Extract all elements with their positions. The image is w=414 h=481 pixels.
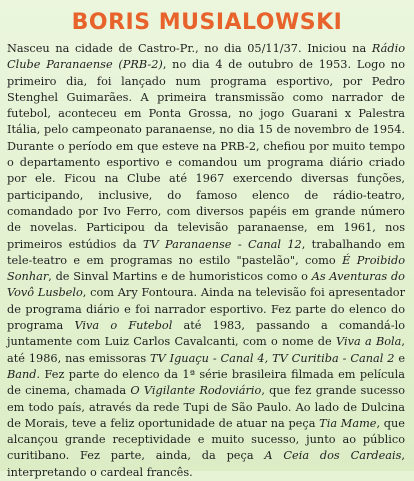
article-body [7,41,405,481]
article-italic-text: Band [7,367,37,381]
article-text: , que alcançou grande receptividade e muito sucesso, junto ao público curitibano. Fez parte, ainda, da peça [7,416,405,463]
article-text: e [394,351,406,365]
article-italic-text: TV Iguaçu - Canal 4, TV Curitiba - Canal 2 [150,351,395,365]
article-italic-text: O Vigilante Rodoviário [130,384,262,398]
article-italic-text: TV Paranaense - Canal 12 [143,237,302,251]
article-italic-text: A Ceia dos Cardeais [264,449,402,463]
article-text: , de Sinval Martins e de humoristicos como o [48,270,312,284]
article-text: . Fez parte do elenco da 1ª série brasileira filmada em película de cinema, chamada [7,367,405,398]
article-italic-text: Viva a Bola [336,335,402,349]
article-text: até 1983, passando a comandá-lo juntamente com Luiz Carlos Cavalcanti, com o nome de [7,319,405,349]
article-italic-text: Tia Mame [319,416,377,430]
article-text: , no dia 4 de outubro de 1953. Logo no primeiro dia, foi lançado num programa esportivo, por Pedro Stenghel Guimarães. A primeira transmissão como narrador de futebol, aconteceu em Ponta Grossa, no jogo Guarani x Palestra Itália, pelo campeonato paranaense, no dia 15 de novembro de 1954. Durante o período em que esteve na PRB-2, chefiou por muito tempo o departamento esportivo e comandou um programa diário criado por ele. Ficou na Clube até 1967 exercendo diversas funções, participando, inclusive, do famoso elenco de rádio-teatro, comandado por Ivo Ferro, com diversos papéis em grande número de novelas. Participou da televisão paranaense, em 1961, nos primeiros estúdios da [7,58,405,251]
article-text: , trabalhando em tele-teatro e em programas no estilo "pastelão", como [7,237,405,267]
article-text: , com Ary Fontoura. Ainda na televisão foi apresentador de programa diário e foi narrador esportivo. Fez parte do elenco do programa [7,286,406,333]
article-italic-text: É Proibido Sonhar [7,253,405,284]
article-text: , até 1986, nas emissoras [7,335,405,365]
article-italic-text: Viva o Futebol [74,319,173,333]
article-text: , que fez grande sucesso em todo país, através da rede Tupi de São Paulo. Ao lado de Dulcina de Morais, teve a feliz oportunidade de atuar na peça [7,384,405,430]
article-text: , interpretando o cardeal francês. [7,449,405,479]
article-italic-text: As Aventuras do Vovô Lusbelo [7,270,405,300]
article-italic-text: Rádio Clube Paranaense (PRB-2) [7,42,405,72]
article-text: Nasceu na cidade de Castro-Pr., no dia 05/11/37. Iniciou na [7,42,372,55]
article-title: BORIS MUSIALOWSKI [71,10,343,35]
